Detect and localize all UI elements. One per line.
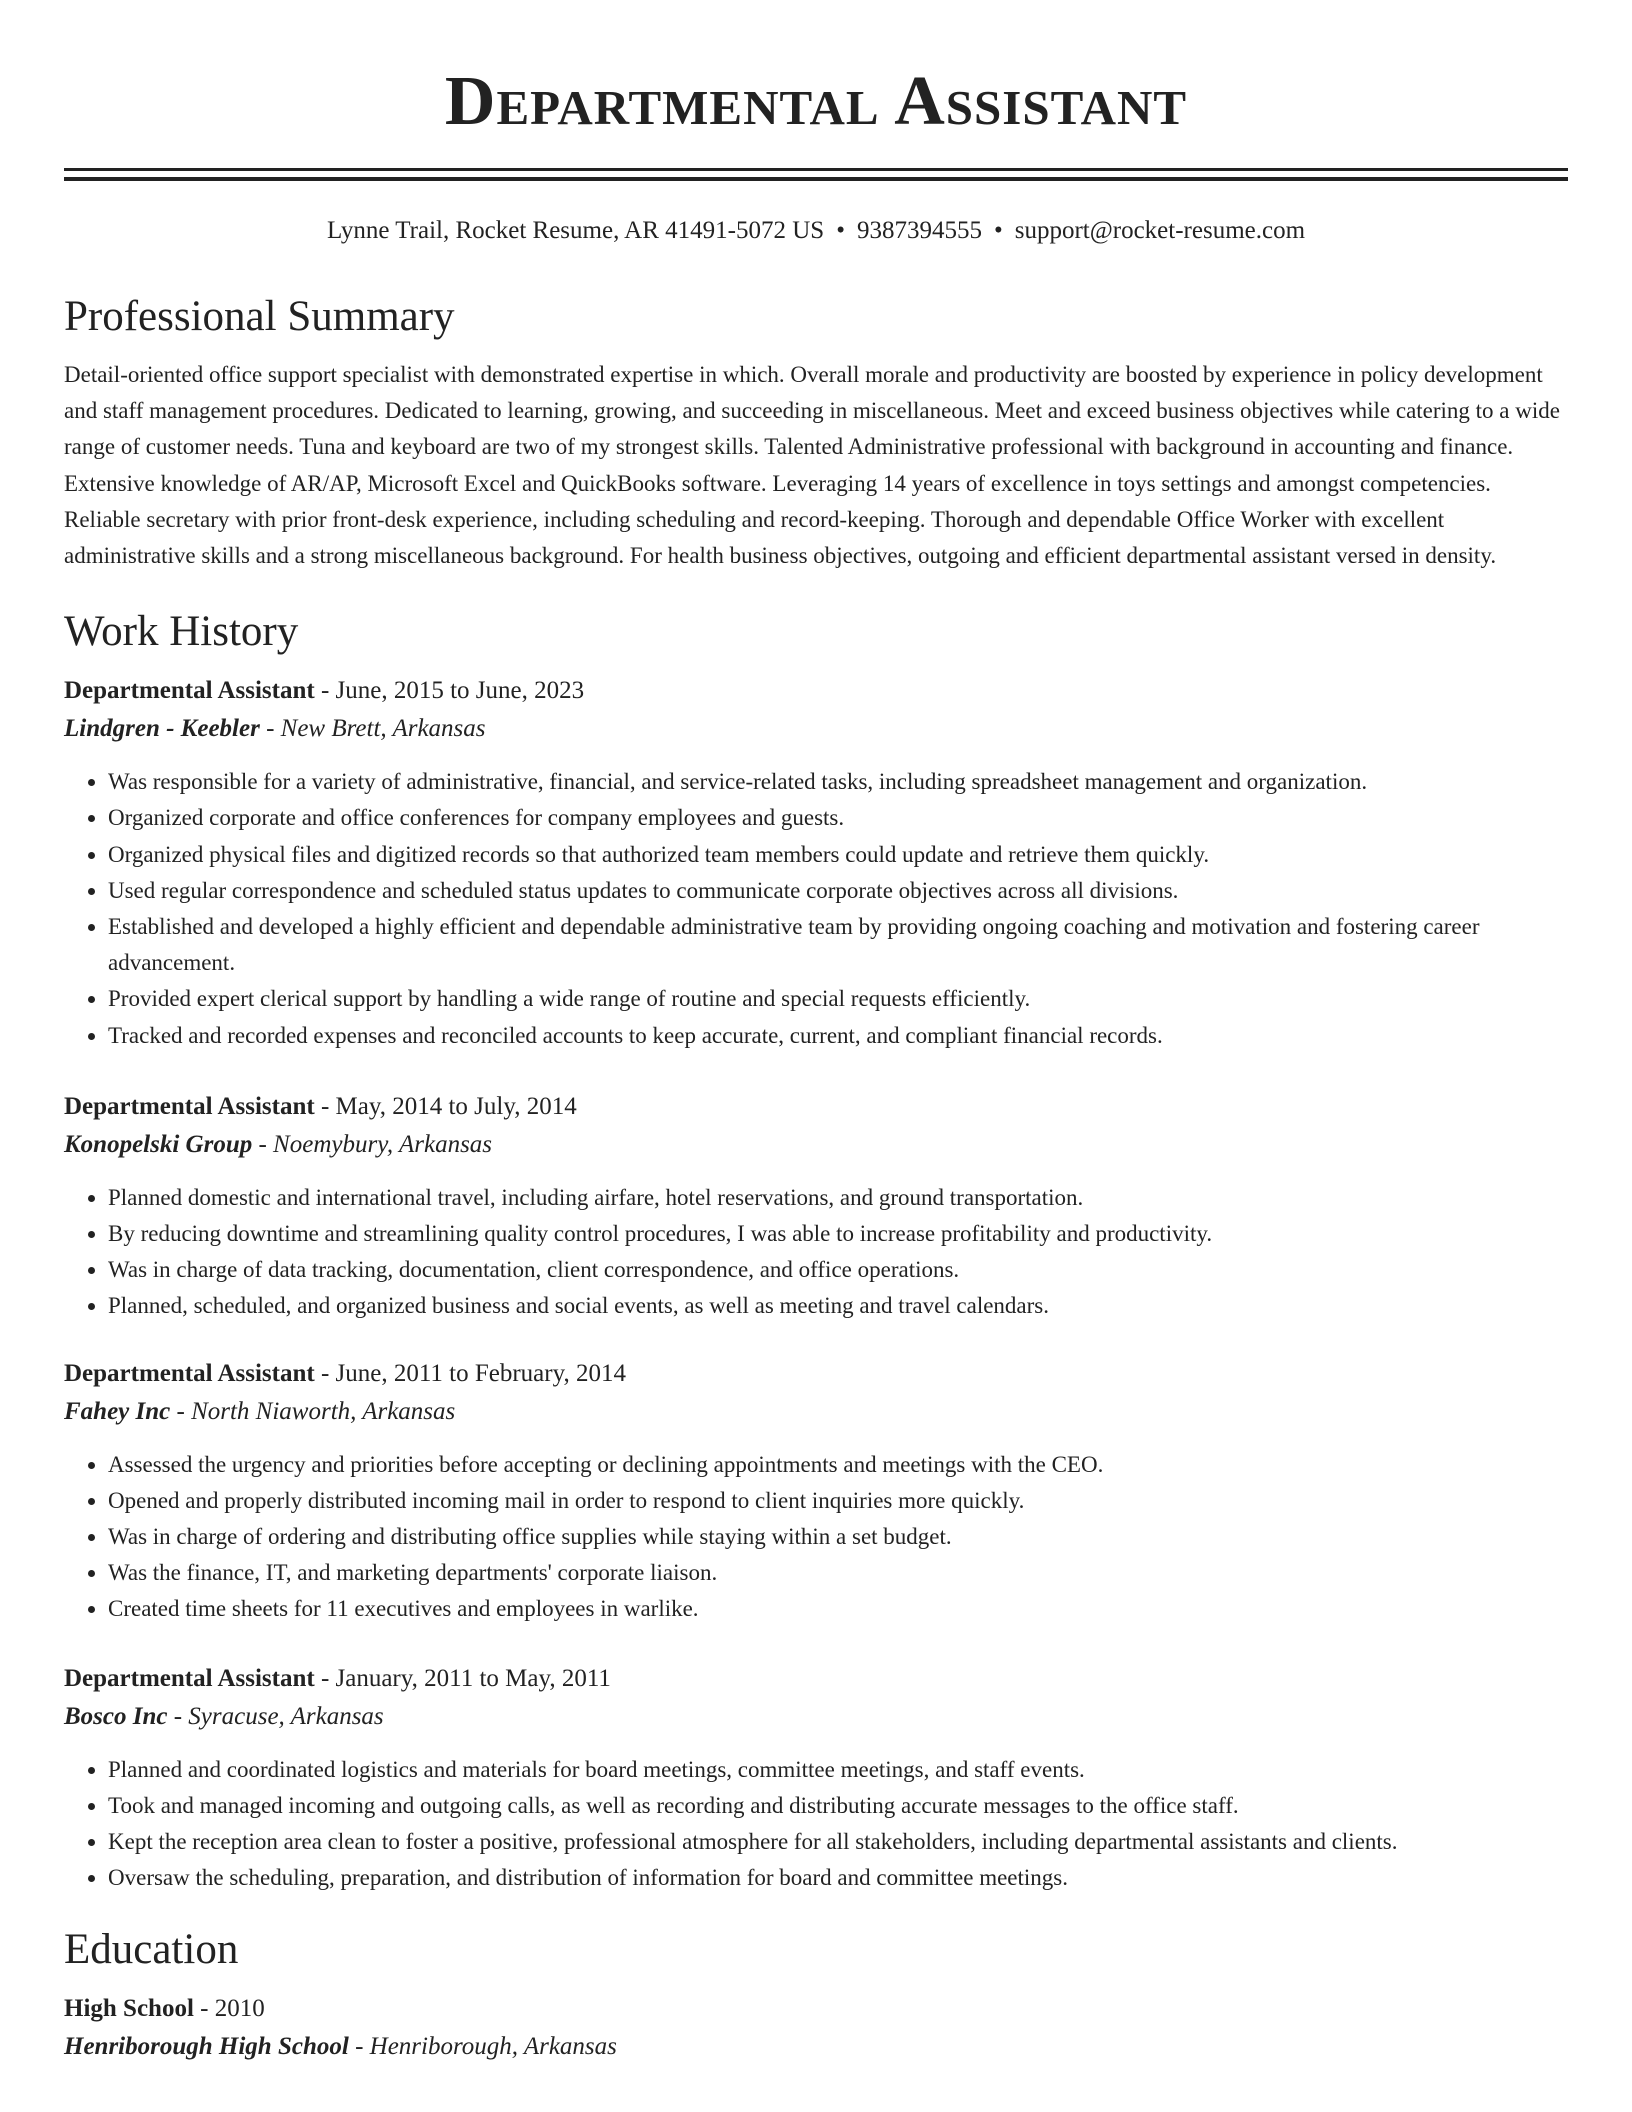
title-divider-thick xyxy=(64,168,1568,171)
job-company-line xyxy=(64,1126,1568,1164)
job-title-line xyxy=(64,1660,1568,1698)
job-role: Departmental Assistant xyxy=(64,1092,315,1120)
contact-phone[interactable]: 9387394555 xyxy=(856,217,982,244)
list-item: • Assessed the urgency and priorities before accepting or declining appointments and meetings with the CEO. xyxy=(108,1447,1568,1483)
title-divider-thin xyxy=(64,177,1568,181)
job-company-line xyxy=(64,710,1568,748)
job-location: - Syracuse, Arkansas xyxy=(167,1702,384,1730)
job-role: Departmental Assistant xyxy=(64,1359,315,1387)
job-bullet-list xyxy=(64,1180,1568,1325)
job-company: Fahey Inc xyxy=(64,1397,171,1425)
list-item: • Organized physical files and digitized records so that authorized team members could update and retrieve them quickly. xyxy=(108,837,1568,873)
list-item: • Used regular correspondence and scheduled status updates to communicate corporate objectives across all divisions. xyxy=(108,873,1568,909)
list-item: • Was responsible for a variety of administrative, financial, and service-related tasks, including spreadsheet management and organization. xyxy=(108,764,1568,800)
job-entry xyxy=(64,1088,1568,1325)
education-location: - Henriborough, Arkansas xyxy=(348,2033,617,2061)
job-company: Konopelski Group xyxy=(64,1130,253,1158)
list-item: • Planned domestic and international travel, including airfare, hotel reservations, and ground transportation. xyxy=(108,1180,1568,1216)
education-year: - 2010 xyxy=(193,1995,265,2023)
list-item: • Planned, scheduled, and organized business and social events, as well as meeting and travel calendars. xyxy=(108,1288,1568,1324)
list-item: • Established and developed a highly efficient and dependable administrative team by providing ongoing coaching and motivation and fostering career advancement. xyxy=(108,909,1568,981)
list-item: • Provided expert clerical support by handling a wide range of routine and special requests efficiently. xyxy=(108,981,1568,1017)
list-item: • Was the finance, IT, and marketing departments' corporate liaison. xyxy=(108,1555,1568,1591)
page-title: Departmental Assistant xyxy=(444,63,1188,140)
list-item: • Was in charge of data tracking, documentation, client correspondence, and office operations. xyxy=(108,1252,1568,1288)
job-company: Lindgren - Keebler xyxy=(64,715,260,743)
education-degree: High School xyxy=(64,1995,194,2023)
list-item: • Opened and properly distributed incoming mail in order to respond to client inquiries more quickly. xyxy=(108,1483,1568,1519)
resume-page xyxy=(64,0,1568,2066)
job-location: - New Brett, Arkansas xyxy=(259,715,486,743)
list-item: • Oversaw the scheduling, preparation, and distribution of information for board and committee meetings. xyxy=(108,1860,1568,1896)
job-bullet-list xyxy=(64,1447,1568,1628)
job-bullet-list xyxy=(64,1752,1568,1897)
education-school-line xyxy=(64,2028,1568,2066)
summary-heading: Professional Summary xyxy=(64,293,455,340)
job-entry xyxy=(64,1660,1568,1897)
job-title-line xyxy=(64,1088,1568,1126)
job-company: Bosco Inc xyxy=(64,1702,168,1730)
job-role: Departmental Assistant xyxy=(64,1664,315,1692)
contact-email[interactable]: support@rocket-resume.com xyxy=(1014,217,1306,244)
contact-separator: • xyxy=(836,217,845,244)
job-company-line xyxy=(64,1393,1568,1431)
summary-text: Detail-oriented office support specialist with demonstrated expertise in which. Overall morale and productivity are boosted by experience in policy development and staff management procedures. Dedicated to learning, growing, and succeeding in miscellaneous. Meet and exceed business objectives while catering to a wide range of customer needs. Tuna and keyboard are two of my strongest skills. Talented Administrative professional with background in accounting and finance. Extensive knowledge of AR/AP, Microsoft Excel and QuickBooks software. Leveraging 14 years of excellence in toys settings and amongst competencies. Reliable secretary with prior front-desk experience, including scheduling and record-keeping. Thorough and dependable Office Worker with excellent administrative skills and a strong miscellaneous background. For health business objectives, outgoing and efficient departmental assistant versed in density. xyxy=(64,362,1560,569)
job-location: - Noemybury, Arkansas xyxy=(252,1130,493,1158)
job-entry xyxy=(64,1355,1568,1628)
list-item: • By reducing downtime and streamlining quality control procedures, I was able to increase profitability and productivity. xyxy=(108,1216,1568,1252)
list-item: • Was in charge of ordering and distributing office supplies while staying within a set budget. xyxy=(108,1519,1568,1555)
list-item: • Organized corporate and office conferences for company employees and guests. xyxy=(108,800,1568,836)
list-item: • Planned and coordinated logistics and materials for board meetings, committee meetings, and staff events. xyxy=(108,1752,1568,1788)
job-location: - North Niaworth, Arkansas xyxy=(170,1397,456,1425)
job-title-line xyxy=(64,672,1568,710)
contact-separator: • xyxy=(993,217,1003,244)
contact-address: Lynne Trail, Rocket Resume, AR 41491-5072 US xyxy=(326,217,825,244)
job-dates: - May, 2014 to July, 2014 xyxy=(314,1092,577,1120)
contact-line xyxy=(64,215,1568,247)
education-heading: Education xyxy=(64,1926,239,1974)
list-item: • Tracked and recorded expenses and reconciled accounts to keep accurate, current, and compliant financial records. xyxy=(108,1018,1568,1054)
job-title-line xyxy=(64,1355,1568,1393)
job-bullet-list xyxy=(64,764,1568,1054)
education-degree-line xyxy=(64,1990,1568,2028)
job-role: Departmental Assistant xyxy=(64,677,315,705)
job-entry xyxy=(64,672,1568,1054)
job-dates: - June, 2011 to February, 2014 xyxy=(314,1359,626,1387)
education-school: Henriborough High School xyxy=(64,2033,349,2061)
list-item: • Created time sheets for 11 executives and employees in warlike. xyxy=(108,1591,1568,1627)
list-item: • Kept the reception area clean to foster a positive, professional atmosphere for all stakeholders, including departmental assistants and clients. xyxy=(108,1824,1568,1860)
list-item: • Took and managed incoming and outgoing calls, as well as recording and distributing accurate messages to the office staff. xyxy=(108,1788,1568,1824)
job-company-line xyxy=(64,1698,1568,1736)
work-history-heading: Work History xyxy=(64,608,299,656)
job-dates: - January, 2011 to May, 2011 xyxy=(314,1664,611,1692)
education-entry xyxy=(64,1990,1568,2066)
job-dates: - June, 2015 to June, 2023 xyxy=(314,677,585,705)
